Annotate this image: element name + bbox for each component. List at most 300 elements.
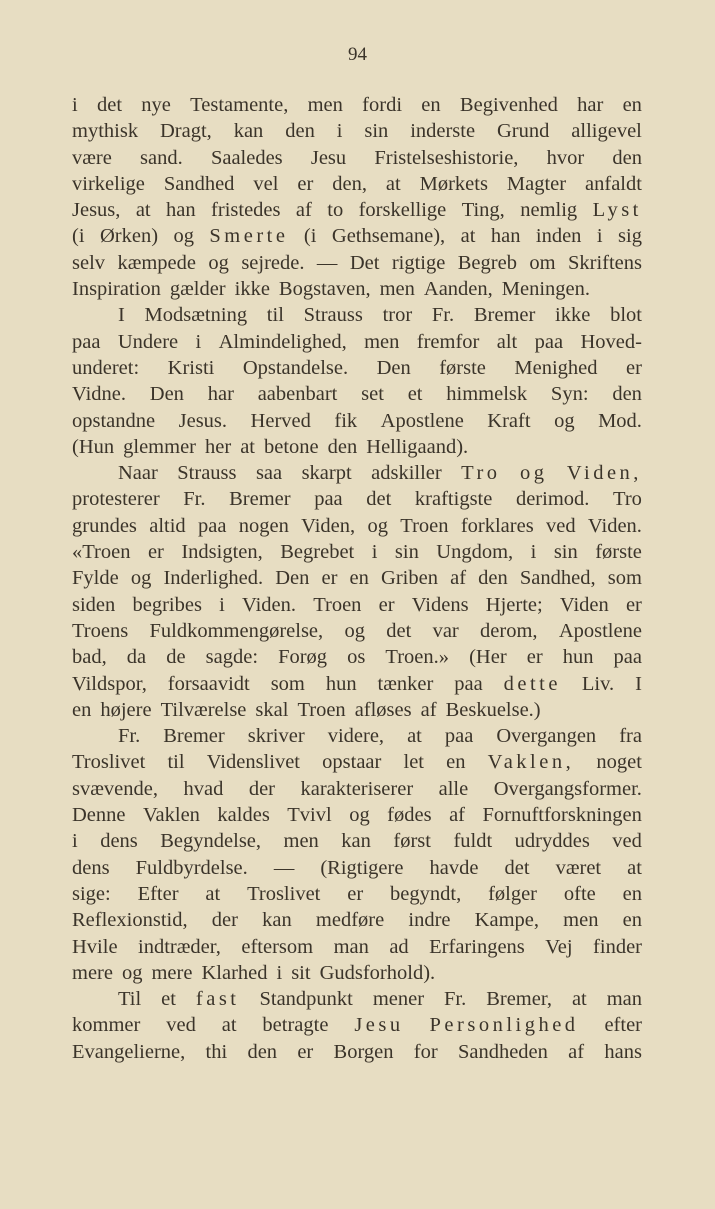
word: Bremer bbox=[229, 488, 291, 511]
word: skarpt bbox=[301, 462, 352, 485]
word: en bbox=[446, 751, 466, 774]
word: at bbox=[407, 725, 422, 748]
word: den bbox=[478, 567, 508, 590]
word: Kristi bbox=[167, 356, 215, 379]
word: og bbox=[208, 251, 229, 274]
word: I bbox=[635, 672, 642, 695]
word: underet: bbox=[72, 356, 140, 379]
word: det bbox=[366, 488, 392, 511]
text-line bbox=[72, 171, 642, 197]
word: Vaklen, bbox=[487, 751, 575, 774]
word: Troen bbox=[297, 698, 346, 721]
word: han bbox=[166, 199, 196, 222]
word: at bbox=[571, 988, 587, 1011]
word: første bbox=[439, 356, 486, 379]
word: Begrebet bbox=[280, 541, 355, 564]
word: fristedes bbox=[211, 199, 281, 222]
word: Undere bbox=[117, 330, 179, 353]
word: ofte bbox=[563, 882, 596, 905]
word: Troslivet bbox=[72, 751, 146, 774]
word: alligevel bbox=[571, 120, 642, 143]
word: at bbox=[205, 882, 221, 905]
text-line bbox=[72, 1039, 642, 1065]
word: ad bbox=[389, 935, 409, 958]
word: gælder bbox=[169, 278, 226, 301]
word: Apostlene bbox=[380, 409, 464, 432]
word: fødes bbox=[387, 804, 432, 827]
word: at bbox=[221, 1014, 237, 1037]
word: Gudsforhold). bbox=[319, 961, 436, 984]
word: var bbox=[432, 619, 459, 642]
word: sig bbox=[618, 225, 642, 248]
word: at bbox=[627, 856, 642, 879]
word: sin bbox=[394, 541, 419, 564]
word: Viden, bbox=[566, 462, 642, 485]
word: er bbox=[625, 593, 642, 616]
word: Jesu bbox=[354, 1014, 404, 1037]
word: Skriftens bbox=[567, 251, 642, 274]
word: sin bbox=[553, 541, 578, 564]
text-line bbox=[72, 671, 642, 697]
word: det bbox=[504, 856, 530, 879]
word: Overgangsformer. bbox=[493, 777, 642, 800]
word: ved bbox=[612, 830, 642, 853]
word: Forøg bbox=[278, 646, 328, 669]
word: først bbox=[393, 830, 431, 853]
word: Vildspor, bbox=[72, 672, 147, 695]
word: Viden. bbox=[587, 514, 642, 537]
word: Fuldkommengørelse, bbox=[149, 619, 324, 642]
word: men bbox=[364, 330, 400, 353]
word: en bbox=[349, 567, 369, 590]
word: Indsigten, bbox=[181, 541, 263, 564]
text-line bbox=[72, 197, 642, 223]
word: Personlighed bbox=[429, 1014, 579, 1037]
word: er bbox=[625, 356, 642, 379]
word: (i bbox=[72, 225, 85, 248]
word: og bbox=[121, 961, 143, 984]
text-line bbox=[72, 145, 642, 171]
word: Jesus. bbox=[178, 409, 228, 432]
word: da bbox=[126, 646, 147, 669]
text-line bbox=[72, 592, 642, 618]
word: være bbox=[72, 146, 112, 169]
word: hvor bbox=[546, 146, 585, 169]
word: Sandhed bbox=[163, 172, 235, 195]
word: men bbox=[307, 94, 343, 116]
word: i bbox=[596, 225, 603, 248]
word: hans bbox=[604, 1040, 642, 1063]
word: og bbox=[554, 409, 575, 432]
word: kommer bbox=[72, 1014, 141, 1037]
word: Den bbox=[376, 356, 411, 379]
word: er bbox=[526, 646, 543, 669]
text-line bbox=[72, 907, 642, 933]
word: opstandne bbox=[72, 409, 156, 432]
text-line bbox=[72, 302, 642, 328]
word: Smerte bbox=[209, 225, 289, 248]
word: er bbox=[147, 541, 164, 564]
text-line bbox=[72, 802, 642, 828]
word: tænker bbox=[377, 672, 434, 695]
word: Erfaringens bbox=[429, 935, 525, 958]
word: i bbox=[72, 830, 78, 853]
word: Testamente, bbox=[190, 94, 289, 116]
word: — bbox=[316, 251, 338, 274]
word: to bbox=[327, 199, 344, 222]
word: derom, bbox=[480, 619, 538, 642]
word: som bbox=[270, 672, 305, 695]
word: som bbox=[607, 567, 642, 590]
text-line bbox=[72, 434, 642, 460]
word: Tro bbox=[613, 488, 642, 511]
word: Tro bbox=[461, 462, 501, 485]
word: Fr. bbox=[431, 304, 455, 327]
word: afløses bbox=[354, 698, 412, 721]
word: en bbox=[622, 909, 642, 932]
word: er bbox=[347, 882, 364, 905]
word: Hjerte; bbox=[485, 593, 543, 616]
word: paa bbox=[534, 330, 564, 353]
word: for bbox=[413, 1040, 438, 1063]
word: forsaavidt bbox=[167, 672, 250, 695]
word: men bbox=[283, 830, 319, 853]
word: det bbox=[386, 619, 412, 642]
word: en bbox=[72, 698, 92, 721]
word: finder bbox=[593, 935, 642, 958]
word: Saaledes bbox=[210, 146, 283, 169]
word: i bbox=[530, 541, 537, 564]
word: Syn: bbox=[550, 383, 589, 406]
word: et bbox=[161, 988, 176, 1011]
word: Menighed bbox=[514, 356, 598, 379]
word: Fr. bbox=[444, 988, 467, 1011]
word: Overgangen bbox=[496, 725, 597, 748]
word: Det bbox=[349, 251, 380, 274]
word: kaldes bbox=[217, 804, 270, 827]
word: himmelsk bbox=[446, 383, 528, 406]
word: at bbox=[385, 172, 401, 195]
text-line bbox=[72, 118, 642, 144]
word: dette bbox=[503, 672, 561, 695]
word: han bbox=[490, 225, 521, 248]
word: I bbox=[118, 304, 125, 327]
word: og bbox=[344, 619, 365, 642]
word: den bbox=[612, 383, 642, 406]
word: Jesus, bbox=[72, 199, 121, 222]
word: de bbox=[166, 646, 186, 669]
word: Strauss bbox=[303, 304, 363, 327]
word: Liv. bbox=[581, 672, 615, 695]
word: sit bbox=[291, 961, 311, 984]
word: og bbox=[349, 804, 370, 827]
word: nye bbox=[141, 94, 171, 116]
word: vel bbox=[253, 172, 279, 195]
word: men bbox=[379, 278, 415, 301]
word: alt bbox=[496, 330, 518, 353]
word: af bbox=[450, 567, 467, 590]
word: i bbox=[371, 541, 378, 564]
word: Reflexionstid, bbox=[72, 909, 188, 932]
text-line bbox=[72, 460, 642, 486]
word: (i bbox=[303, 225, 317, 248]
word: den, bbox=[332, 172, 367, 195]
word: begyndt, bbox=[390, 882, 462, 905]
word: tror bbox=[382, 304, 413, 327]
word: Troen bbox=[313, 593, 362, 616]
word: et bbox=[407, 383, 423, 406]
word: Modsætning bbox=[144, 304, 248, 327]
word: nemlig bbox=[520, 199, 578, 222]
word: Begivenhed bbox=[459, 94, 558, 116]
word: den bbox=[612, 146, 642, 169]
word: svævende, bbox=[72, 777, 158, 800]
word: paa bbox=[197, 514, 227, 537]
text-line bbox=[72, 250, 642, 276]
word: Meningen. bbox=[501, 278, 591, 301]
word: Mod. bbox=[598, 409, 642, 432]
word: glemmer bbox=[123, 435, 197, 458]
word: Klarhed bbox=[201, 961, 268, 984]
text-line bbox=[72, 92, 642, 118]
word: Mørkets bbox=[419, 172, 488, 195]
word: Viden bbox=[559, 593, 609, 616]
text-line bbox=[72, 723, 642, 749]
word: Kampe, bbox=[474, 909, 539, 932]
word: sejrede. bbox=[241, 251, 305, 274]
word: Troens bbox=[72, 619, 129, 642]
text-line bbox=[72, 355, 642, 381]
word: og bbox=[173, 225, 194, 248]
word: Ting, bbox=[461, 199, 505, 222]
word: paa bbox=[444, 725, 474, 748]
word: af bbox=[449, 804, 465, 827]
word: Fr. bbox=[118, 725, 141, 748]
word: — bbox=[273, 856, 295, 879]
word: den bbox=[285, 120, 315, 143]
text-line bbox=[72, 513, 642, 539]
word: i bbox=[72, 94, 78, 116]
word: Viden. bbox=[242, 593, 296, 616]
word: ved bbox=[166, 1014, 196, 1037]
word: videre, bbox=[327, 725, 385, 748]
word: man bbox=[333, 935, 369, 958]
word: en bbox=[622, 882, 642, 905]
word: udryddes bbox=[514, 830, 590, 853]
word: at bbox=[135, 199, 151, 222]
word: Fr. bbox=[183, 488, 206, 511]
word: Herved bbox=[250, 409, 311, 432]
word: inderste bbox=[410, 120, 476, 143]
word: sin bbox=[364, 120, 389, 143]
word: det bbox=[96, 94, 123, 116]
word: paa bbox=[314, 488, 343, 511]
word: karakteriserer bbox=[300, 777, 414, 800]
word: altid bbox=[149, 514, 186, 537]
word: forklares bbox=[460, 514, 534, 537]
word: til bbox=[266, 304, 284, 327]
word: Tvivl bbox=[287, 804, 332, 827]
page-number: 94 bbox=[348, 44, 367, 65]
word: Troen.» bbox=[385, 646, 450, 669]
word: er bbox=[297, 172, 314, 195]
word: fordi bbox=[362, 94, 403, 116]
word: Den bbox=[275, 567, 310, 590]
word: og bbox=[367, 514, 388, 537]
word: Efter bbox=[137, 882, 179, 905]
word: fremfor bbox=[416, 330, 480, 353]
word: Beskuelse.) bbox=[445, 698, 541, 721]
word: her bbox=[205, 435, 232, 458]
word: følger bbox=[488, 882, 538, 905]
word: Fuldbyrdelse. bbox=[135, 856, 248, 879]
text-line bbox=[72, 986, 642, 1012]
word: Videnslivet bbox=[206, 751, 300, 774]
word: Gethsemane), bbox=[331, 225, 446, 248]
word: betone bbox=[264, 435, 319, 458]
word: Begyndelse, bbox=[160, 830, 262, 853]
text-line bbox=[72, 828, 642, 854]
word: en bbox=[622, 94, 642, 116]
word: ved bbox=[546, 514, 576, 537]
word: Bremer bbox=[473, 304, 536, 327]
word: Videns bbox=[411, 593, 469, 616]
word: og bbox=[130, 567, 152, 590]
word: af bbox=[568, 1040, 585, 1063]
word: kraftigste bbox=[414, 488, 493, 511]
text-line bbox=[72, 223, 642, 249]
word: man bbox=[606, 988, 642, 1011]
word: Griben bbox=[381, 567, 438, 590]
word: den bbox=[247, 1040, 278, 1063]
word: (Her bbox=[469, 646, 507, 669]
text-line bbox=[72, 749, 642, 775]
word: noget bbox=[596, 751, 642, 774]
word: hvad bbox=[183, 777, 224, 800]
word: til bbox=[167, 751, 185, 774]
word: Troslivet bbox=[247, 882, 321, 905]
word: fast bbox=[195, 988, 240, 1011]
word: Bremer bbox=[163, 725, 225, 748]
word: at bbox=[240, 435, 255, 458]
text-line bbox=[72, 539, 642, 565]
word: paa bbox=[454, 672, 483, 695]
word: forskellige bbox=[358, 199, 447, 222]
word: sagde: bbox=[205, 646, 259, 669]
word: alle bbox=[438, 777, 469, 800]
word: Vidne. bbox=[72, 383, 126, 406]
word: er bbox=[378, 593, 395, 616]
word: bad, bbox=[72, 646, 107, 669]
word: Helligaand). bbox=[366, 435, 469, 458]
word: thi bbox=[205, 1040, 228, 1063]
word: Aanden, bbox=[423, 278, 493, 301]
word: Vaklen bbox=[143, 804, 200, 827]
word: aabenbart bbox=[257, 383, 338, 406]
word: Jesu bbox=[310, 146, 347, 169]
word: begribes bbox=[132, 593, 202, 616]
word: Fristelseshistorie, bbox=[374, 146, 519, 169]
word: i bbox=[336, 120, 343, 143]
text-line bbox=[72, 644, 642, 670]
word: fik bbox=[334, 409, 358, 432]
word: Ungdom, bbox=[436, 541, 514, 564]
word: set bbox=[361, 383, 384, 406]
word: Naar bbox=[118, 462, 158, 485]
word: Bremer, bbox=[486, 988, 552, 1011]
text-line bbox=[72, 855, 642, 881]
word: protesterer bbox=[72, 488, 160, 511]
word: og bbox=[519, 462, 548, 485]
word: første bbox=[595, 541, 642, 564]
word: betragte bbox=[262, 1014, 329, 1037]
text-line bbox=[72, 1012, 642, 1038]
word: inden bbox=[535, 225, 582, 248]
text-line bbox=[72, 276, 642, 302]
word: i bbox=[195, 330, 202, 353]
word: været bbox=[555, 856, 602, 879]
word: ikke bbox=[234, 278, 270, 301]
word: opstaar bbox=[322, 751, 382, 774]
word: Magter bbox=[506, 172, 567, 195]
word: Evangelierne, bbox=[72, 1040, 186, 1063]
word: dens bbox=[100, 830, 138, 853]
word: fuldt bbox=[453, 830, 493, 853]
word: er bbox=[321, 567, 338, 590]
word: selv bbox=[72, 251, 106, 274]
word: fra bbox=[619, 725, 642, 748]
word: Almindelighed, bbox=[218, 330, 347, 353]
word: om bbox=[529, 251, 556, 274]
word: mere bbox=[151, 961, 193, 984]
word: adskiller bbox=[371, 462, 442, 485]
text-line bbox=[72, 776, 642, 802]
word: Kraft bbox=[487, 409, 531, 432]
word: paa bbox=[72, 330, 101, 353]
body-text bbox=[72, 92, 642, 1065]
word: den bbox=[327, 435, 358, 458]
word: paa bbox=[613, 646, 642, 669]
word: eftersom bbox=[241, 935, 314, 958]
word: indre bbox=[408, 909, 451, 932]
word: (Rigtigere bbox=[320, 856, 404, 879]
text-line bbox=[72, 408, 642, 434]
word: har bbox=[577, 94, 604, 116]
word: sand. bbox=[140, 146, 183, 169]
word: mere bbox=[72, 961, 113, 984]
word: kan bbox=[233, 120, 264, 143]
text-line bbox=[72, 618, 642, 644]
word: Fornuftforskningen bbox=[482, 804, 642, 827]
word: blot bbox=[610, 304, 642, 327]
word: Sandheden bbox=[457, 1040, 548, 1063]
word: en bbox=[421, 94, 441, 116]
word: Til bbox=[118, 988, 142, 1011]
word: Inderlighed. bbox=[163, 567, 264, 590]
word: er bbox=[297, 1040, 314, 1063]
text-line bbox=[72, 697, 642, 723]
word: siden bbox=[72, 593, 116, 616]
word: nogen bbox=[238, 514, 289, 537]
word: af bbox=[295, 199, 312, 222]
word: i bbox=[219, 593, 225, 616]
word: Viden, bbox=[301, 514, 356, 537]
word: havde bbox=[429, 856, 479, 879]
word: kan bbox=[262, 909, 292, 932]
word: Borgen bbox=[333, 1040, 394, 1063]
word: sige: bbox=[72, 882, 111, 905]
word: skal bbox=[255, 698, 289, 721]
